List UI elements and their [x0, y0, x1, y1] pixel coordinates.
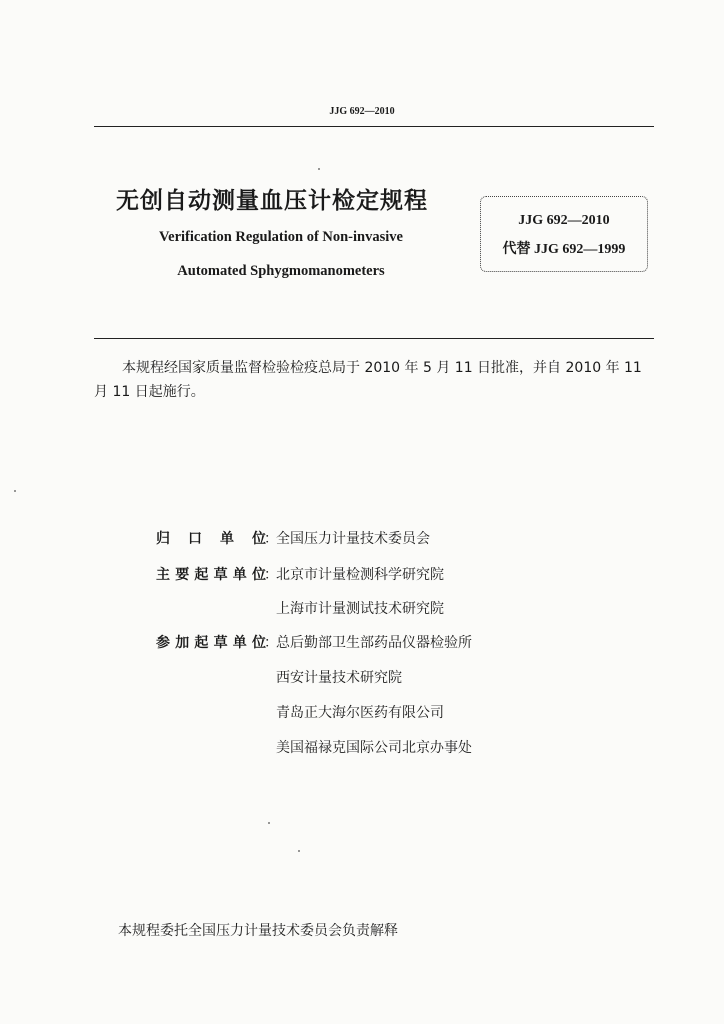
scan-speck [298, 850, 300, 852]
label-colon: ： [264, 567, 278, 583]
code-box [480, 196, 648, 272]
approval-statement: 本规程经国家质量监督检验检疫总局于 2010 年 5 月 11 日批准，并自 2010 年 11 月 11 日起施行。 [94, 360, 642, 400]
title-english-line2: Automated Sphygmomanometers [177, 263, 385, 279]
document-code-header: JJG 692—2010 [329, 106, 395, 117]
main-org-2: 上海市计量测试技术研究院 [276, 601, 444, 617]
participating-org-2: 西安计量技术研究院 [276, 670, 402, 686]
scan-speck [268, 822, 270, 824]
code-box-current: JJG 692—2010 [518, 213, 610, 228]
participating-org-1: 总后勤部卫生部药品仪器检验所 [276, 635, 472, 651]
gui-kou-label: 归口单位 [156, 531, 266, 547]
code-box-replaces: 代替 JJG 692—1999 [502, 242, 626, 257]
label-colon: ： [264, 635, 278, 651]
scan-speck [14, 490, 16, 492]
participating-org-4: 美国福禄克国际公司北京办事处 [276, 740, 472, 756]
title-chinese: 无创自动测量血压计检定规程 [116, 188, 428, 214]
label-colon: ： [264, 531, 278, 547]
gui-kou-org: 全国压力计量技术委员会 [276, 531, 430, 547]
scan-speck [318, 168, 320, 170]
main-org-1: 北京市计量检测科学研究院 [276, 567, 444, 583]
header-rule [94, 126, 654, 127]
participating-label: 参加起草单位 [156, 635, 266, 651]
participating-org-3: 青岛正大海尔医药有限公司 [276, 705, 444, 721]
title-english-line1: Verification Regulation of Non-invasive [159, 229, 403, 245]
main-drafting-label: 主要起草单位 [156, 567, 266, 583]
interpretation-note: 本规程委托全国压力计量技术委员会负责解释 [118, 923, 398, 939]
title-rule [94, 338, 654, 339]
